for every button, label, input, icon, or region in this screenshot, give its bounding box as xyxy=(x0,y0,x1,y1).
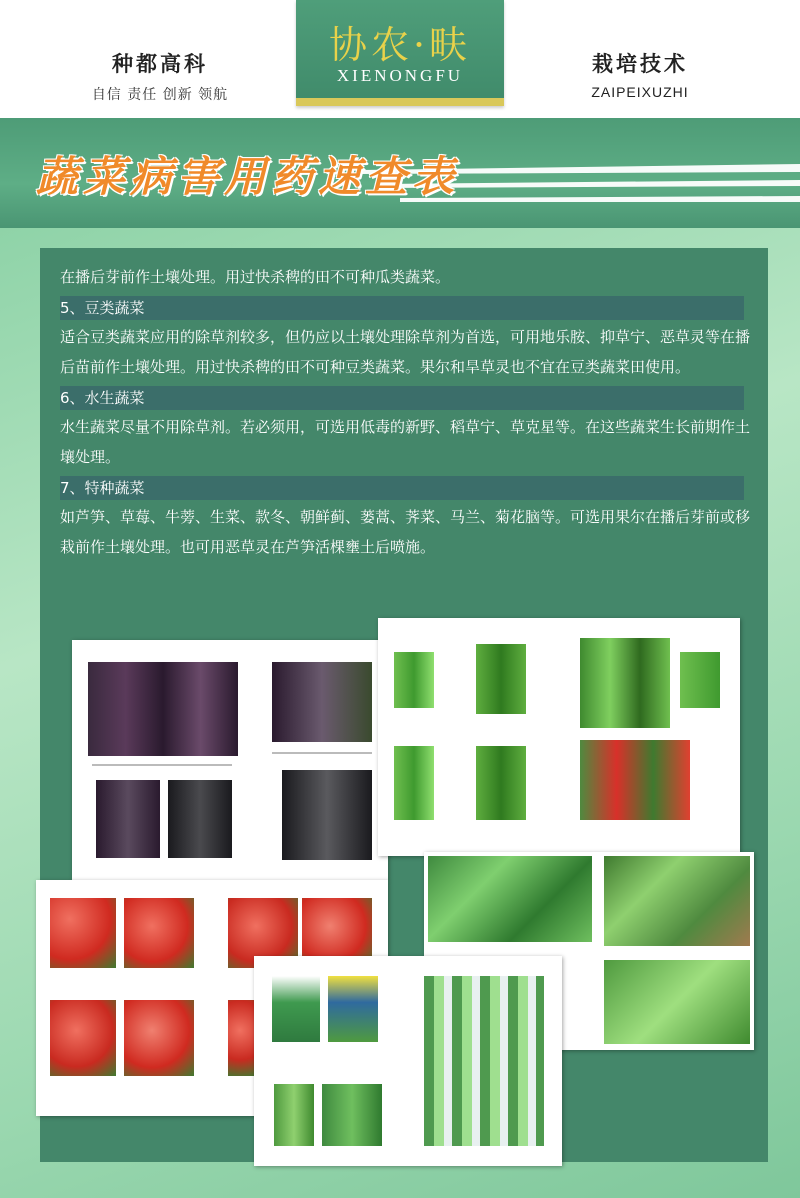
section-heading-special: 7、特种蔬菜 xyxy=(60,476,744,500)
eggplant-photo xyxy=(282,770,372,860)
tomato-photo xyxy=(50,898,116,968)
article-body xyxy=(60,262,760,562)
tomato-photo xyxy=(50,1000,116,1076)
header xyxy=(0,0,800,118)
section-label-right xyxy=(540,48,740,100)
lettuce-photo xyxy=(428,856,592,942)
page-title: 蔬菜病害用药速查表 xyxy=(36,152,460,201)
section-heading-legumes: 5、豆类蔬菜 xyxy=(60,296,744,320)
pepper-photo xyxy=(394,652,434,708)
logo xyxy=(296,0,504,106)
section-heading-aquatic: 6、水生蔬菜 xyxy=(60,386,744,410)
eggplant-photo xyxy=(96,780,160,858)
bean-photo xyxy=(322,1084,382,1146)
bean-package xyxy=(272,976,320,1042)
logo-accent-bar xyxy=(296,98,504,106)
bean-package xyxy=(328,976,378,1042)
logo-chinese: 协农·畉 xyxy=(328,23,472,67)
intro-paragraph: 在播后芽前作土壤处理。用过快杀稗的田不可种瓜类蔬菜。 xyxy=(60,268,451,286)
section-body-special: 如芦笋、草莓、牛蒡、生菜、款冬、朝鲜蓟、蒌蒿、荠菜、马兰、菊花脑等。可选用果尔在播后芽前或移栽前作土壤处理。也可用恶草灵在芦笋活棵壅土后喷施。 xyxy=(60,508,751,556)
section-body-legumes: 适合豆类蔬菜应用的除草剂较多，但仍应以土壤处理除草剂为首选，可用地乐胺、抑草宁、恶草灵等在播后苗前作土壤处理。用过快杀稗的田不可种豆类蔬菜。果尔和旱草灵也不宜在豆类蔬菜田使用。 xyxy=(60,328,751,376)
lettuce-photo xyxy=(604,960,750,1044)
brand-slogan: 自信 责任 创新 领航 xyxy=(91,87,229,103)
eggplant-photo xyxy=(168,780,232,858)
eggplant-photo xyxy=(272,662,372,742)
eggplant-photo xyxy=(88,662,238,756)
pepper-photo xyxy=(580,638,670,728)
pepper-photo xyxy=(680,652,720,708)
section-pinyin: ZAIPEIXUZHI xyxy=(591,84,689,100)
pepper-photo xyxy=(394,746,434,820)
bean-photo xyxy=(424,976,544,1146)
logo-english: XIENONGFU xyxy=(336,66,464,85)
lettuce-photo xyxy=(604,856,750,946)
pepper-photo xyxy=(476,644,526,714)
tomato-photo xyxy=(124,898,194,968)
eggplant-catalog-page xyxy=(72,640,388,880)
brand-name: 种都高科 xyxy=(112,51,208,76)
section-body-aquatic: 水生蔬菜尽量不用除草剂。若必须用，可选用低毒的新野、稻草宁、草克星等。在这些蔬菜生长前期作土壤处理。 xyxy=(60,418,751,466)
pepper-photo xyxy=(580,740,690,820)
bean-catalog-page xyxy=(254,956,562,1166)
section-title: 栽培技术 xyxy=(592,51,688,76)
pepper-photo xyxy=(476,746,526,820)
brand-left xyxy=(60,48,260,104)
pepper-catalog-page xyxy=(378,618,740,856)
tomato-photo xyxy=(124,1000,194,1076)
bean-photo xyxy=(274,1084,314,1146)
